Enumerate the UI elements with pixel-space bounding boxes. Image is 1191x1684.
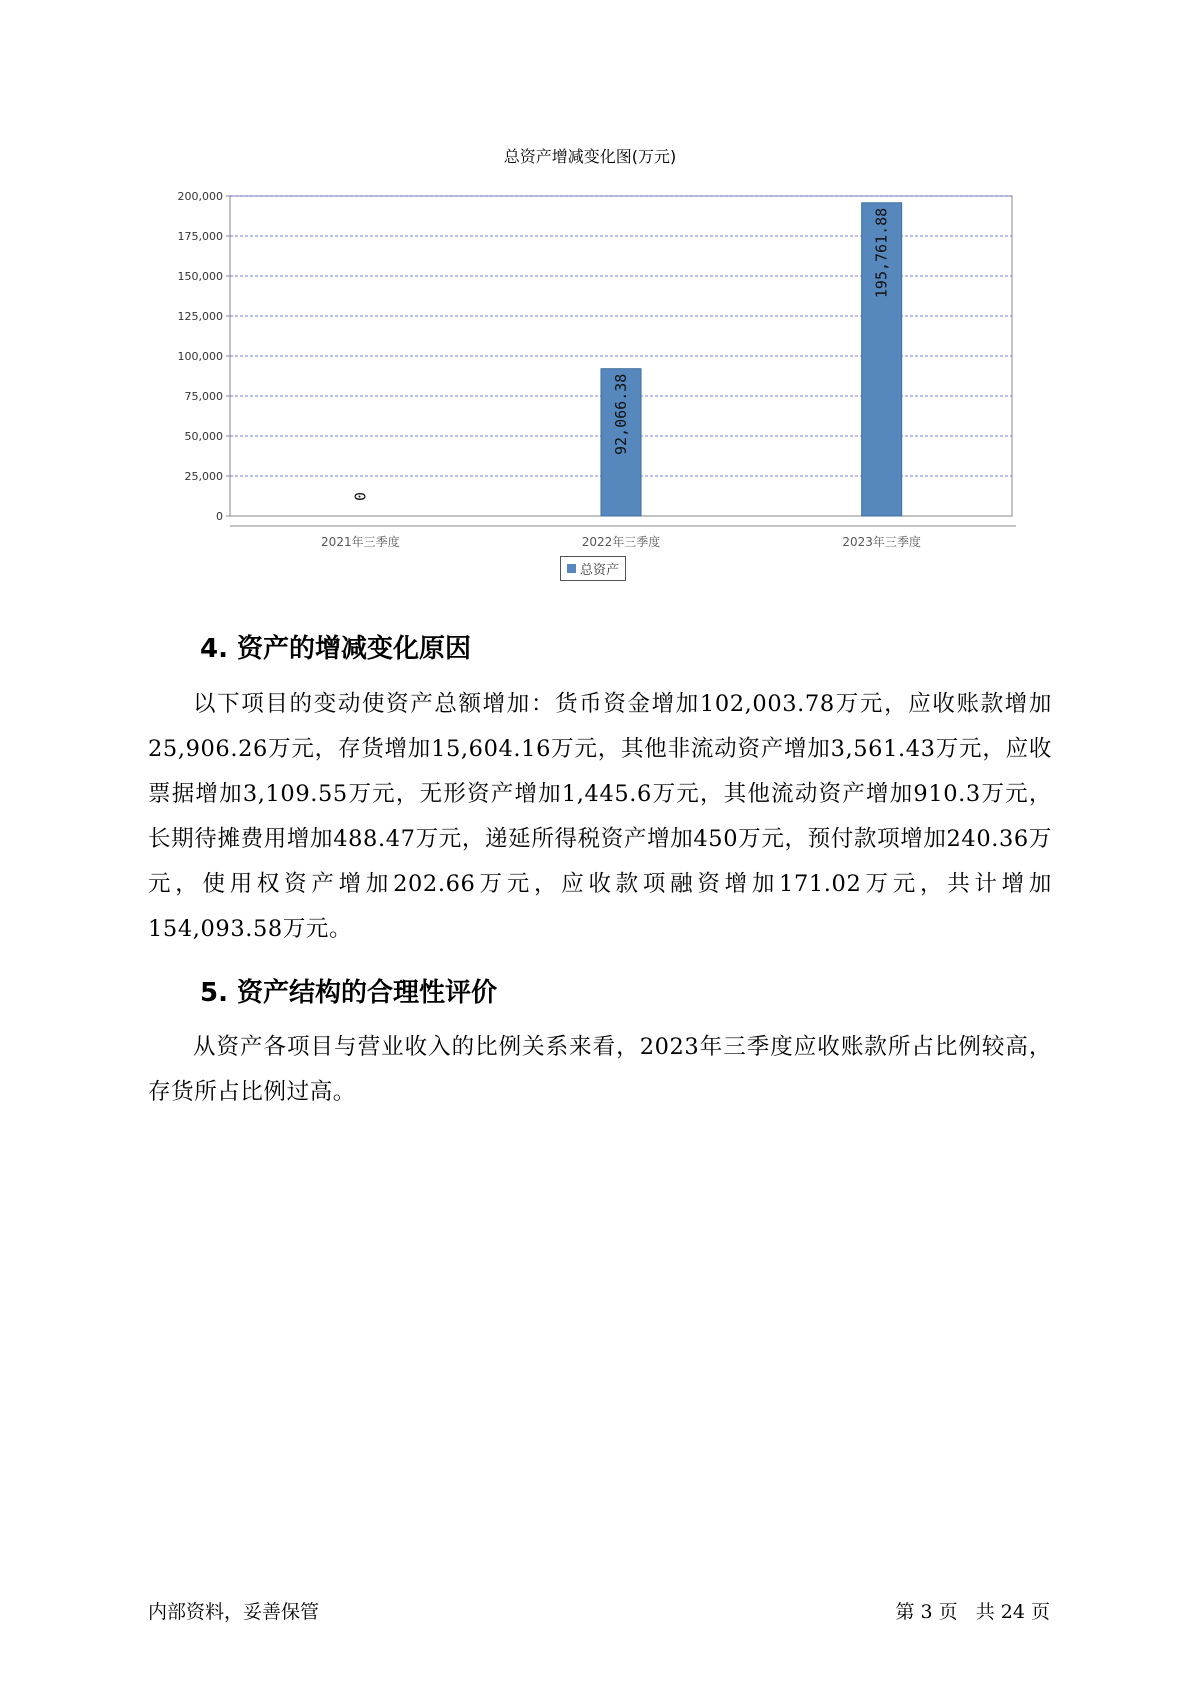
data-label: 0 — [351, 492, 370, 502]
chart-legend — [560, 556, 626, 581]
y-tick-label: 125,000 — [177, 310, 223, 323]
total-assets-chart — [160, 138, 1020, 588]
section-5-paragraph: 从资产各项目与营业收入的比例关系来看，2023年三季度应收账款所占比例较高，存货所占比例过高。 — [148, 1034, 1052, 1105]
section-4-heading: 4. 资产的增减变化原因 — [200, 634, 472, 664]
legend-swatch — [567, 564, 576, 573]
y-tick-label: 150,000 — [177, 270, 223, 283]
y-tick-label: 100,000 — [177, 350, 223, 363]
x-tick-label: 2021年三季度 — [321, 535, 400, 549]
section-5-heading: 5. 资产结构的合理性评价 — [200, 978, 498, 1008]
legend-label: 总资产 — [580, 563, 620, 578]
y-tick-label: 0 — [216, 510, 223, 523]
footer-note: 内部资料，妥善保管 — [148, 1601, 320, 1623]
x-tick-label: 2023年三季度 — [842, 535, 921, 549]
section-4-paragraph: 以下项目的变动使资产总额增加：货币资金增加102,003.78万元，应收账款增加25,906.26万元，存货增加15,604.16万元，其他非流动资产增加3,561.43万元，应收票据增加3,109.55万元，无形资产增加1,445.6万元，其他流动资产增加910.3万元，长期待摊费用增加488.47万元，递延所得税资产增加450万元，预付款项增加240.36万元，使用权资产增加202.66万元，应收款项融资增加171.02万元，共计增加154,093.58万元。 — [148, 691, 1052, 942]
data-label: 195,761.88 — [872, 207, 891, 299]
y-tick-label: 200,000 — [177, 190, 223, 203]
y-tick-label: 25,000 — [184, 470, 223, 483]
chart-plot — [160, 138, 1020, 588]
page-number: 第 3 页 共 24 页 — [895, 1601, 1050, 1623]
y-tick-label: 50,000 — [184, 430, 223, 443]
x-tick-label: 2022年三季度 — [581, 535, 661, 549]
chart-title: 总资产增减变化图(万元) — [503, 147, 677, 166]
y-tick-label: 175,000 — [177, 230, 223, 243]
data-label: 92,066.38 — [612, 373, 630, 455]
y-tick-label: 75,000 — [184, 390, 223, 403]
